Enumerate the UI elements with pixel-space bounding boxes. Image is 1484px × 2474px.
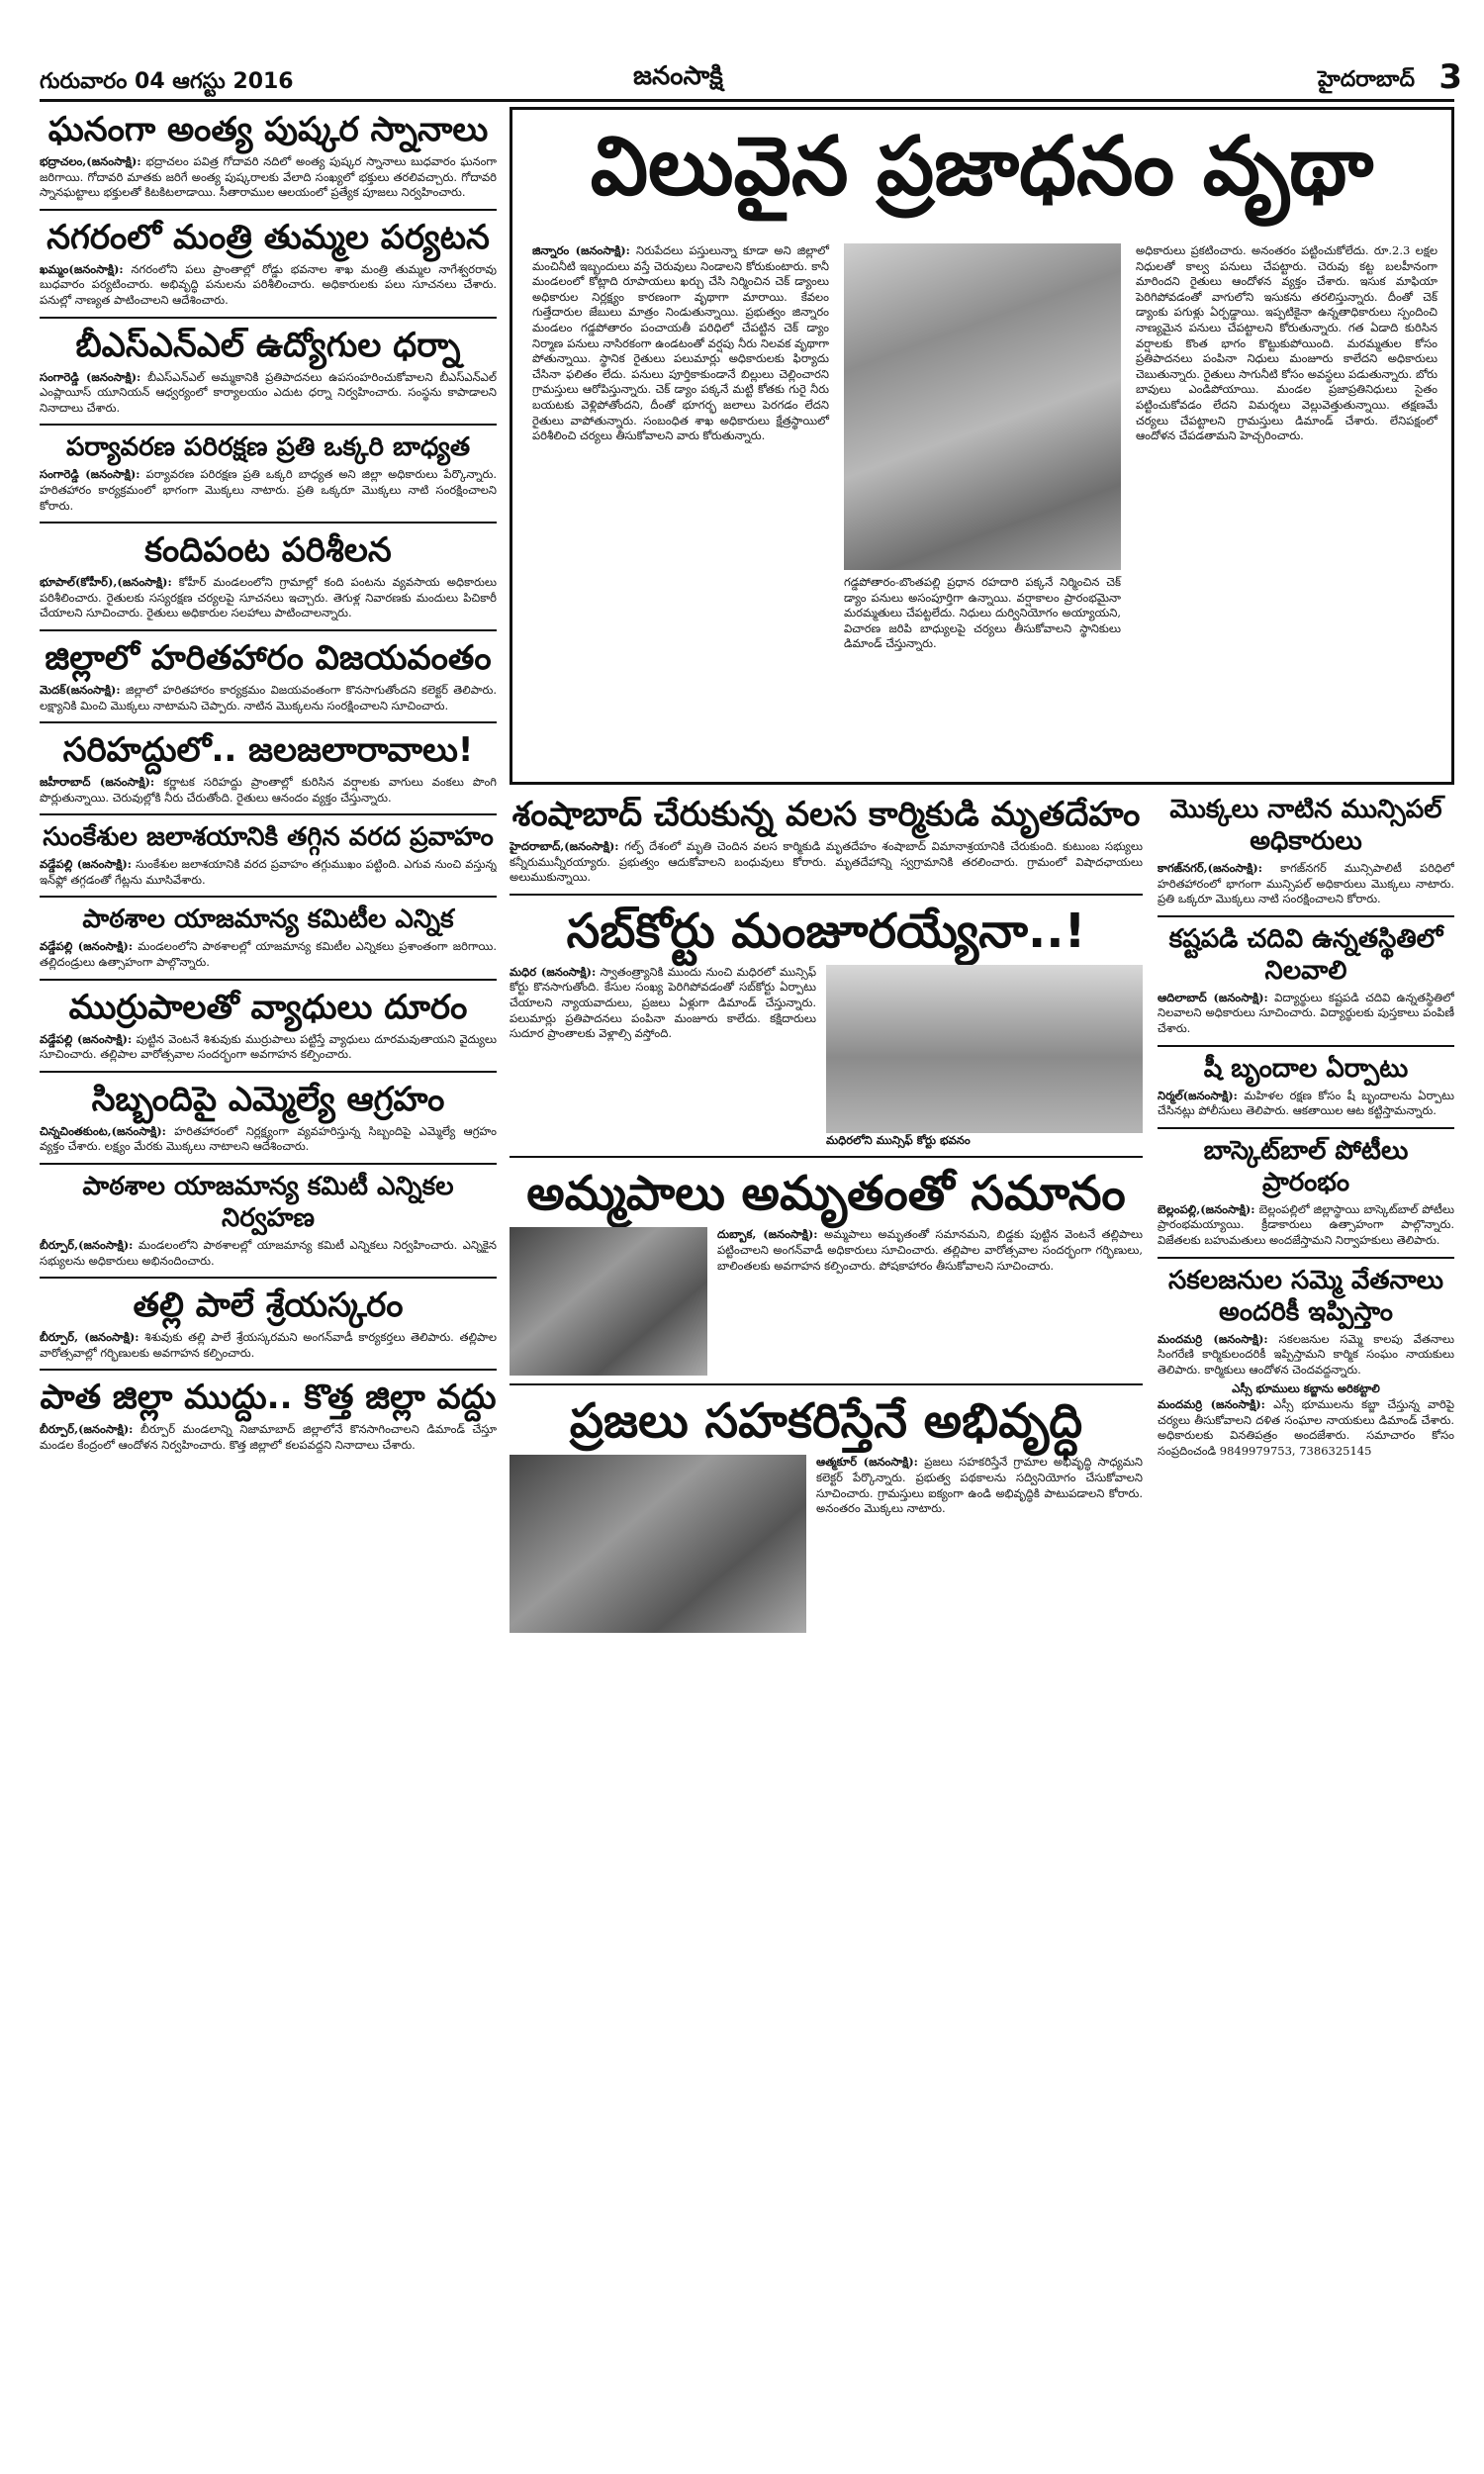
story-photo (510, 1455, 806, 1633)
story-headline: పాత జిల్లా ముద్దు.. కొత్త జిల్లా వద్దు (40, 1378, 497, 1418)
story-body: విద్యార్థులు కష్టపడి చదివి ఉన్నతస్థితిలో నిలవాలని అధికారులు సూచించారు. విద్యార్థులకు పుస్తకాలు పంపిణీ చేశారు. (1158, 990, 1454, 1035)
story-dateline: మెదక్(జనంసాక్షి): (40, 682, 121, 697)
story-dateline: హైదరాబాద్,(జనంసాక్షి): (510, 839, 619, 853)
story-body: బెల్లంపల్లిలో జిల్లాస్థాయి బాస్కెట్‌బాల్ పోటీలు ప్రారంభమయ్యాయి. క్రీడాకారులు ఉత్సాహంగా పాల్గొన్నారు. విజేతలకు బహుమతులు అందజేస్తామని నిర్వాహకులు తెలిపారు. (1158, 1201, 1454, 1247)
story-headline: షీ బృందాల ఏర్పాటు (1203, 1053, 1409, 1084)
story-dateline: వడ్డేపల్లి (జనంసాక్షి): (40, 939, 134, 954)
divider (40, 317, 497, 319)
story-body: కోహీర్ మండలంలోని గ్రామాల్లో కంది పంటను వ్యవసాయ అధికారులు పరిశీలించారు. రైతులకు సస్యరక్షణ చర్యలపై సూచనలు ఇచ్చారు. తెగుళ్ల నివారణకు మందులు పిచికారీ చేయాలని సూచించారు. రైతులు అధికారుల సలహాలు పాటించాలన్నారు. (40, 575, 497, 620)
story-body: కర్ణాటక సరిహద్దు ప్రాంతాల్లో కురిసిన వర్షాలకు వాగులు వంకలు పొంగి పొర్లుతున్నాయి. చెరువుల్లోకి నీరు చేరుతోంది. రైతులు ఆనందం వ్యక్తం చేస్తున్నారు. (40, 775, 497, 805)
story-headline: బాస్కెట్‌బాల్ పోటీలు ప్రారంభం (1203, 1135, 1409, 1197)
story-dateline: దుబ్బాక, (జనంసాక్షి): (717, 1227, 818, 1242)
story-c3-3 (1158, 1053, 1454, 1119)
story-dateline: జిన్నారం (జనంసాక్షి): (532, 243, 630, 257)
page-number: 3 (1438, 57, 1462, 97)
story-headline: సరిహద్దులో.. జలజలారావాలు! (62, 730, 474, 771)
story-12 (40, 1171, 497, 1269)
story-dateline: జహీరాబాద్ (జనంసాక్షి): (40, 775, 155, 790)
story-headline: మొక్కలు నాటిన మున్సిపల్ అధికారులు (1169, 795, 1442, 856)
story-dateline: ఆదిలాబాద్ (జనంసాక్షి): (1158, 990, 1268, 1004)
story-dateline: వడ్డేపల్లి (జనంసాక్షి): (40, 1031, 133, 1046)
story-10 (40, 987, 497, 1063)
story-14 (40, 1377, 497, 1453)
story-body: సకలజనుల సమ్మె కాలపు వేతనాలు సింగరేణి కార్మికులందరికీ ఇప్పిస్తామని కార్మిక సంఘం నాయకులు తెలిపారు. కార్మికులు ఆందోళన చెందవద్దన్నారు. (1158, 1331, 1454, 1377)
story-dateline: ఖమ్మం(జనంసాక్షి): (40, 261, 124, 276)
sub-headline: ఎస్సీ భూములు కబ్జాను అరికట్టాలి (1232, 1381, 1380, 1396)
story-6 (40, 637, 497, 714)
story-c3-5 (1158, 1265, 1454, 1460)
divider (40, 629, 497, 631)
story-mothers-milk (510, 1164, 1143, 1376)
story-c3-2 (1158, 923, 1454, 1037)
story-dateline: ఆత్మకూర్ (జనంసాక్షి): (816, 1455, 918, 1470)
story-body: బీర్పూర్ మండలాన్ని నిజామాబాద్ జిల్లాలోనే కొనసాగించాలని డిమాండ్ చేస్తూ మండల కేంద్రంలో ఆందోళన నిర్వహించారు. కొత్త జిల్లాలో కలపవద్దని నినాదాలు చేశారు. (40, 1422, 497, 1452)
story-dateline: సంగారెడ్డి (జనంసాక్షి): (40, 467, 140, 482)
story-dateline: బీర్పూర్,(జనంసాక్షి): (40, 1422, 134, 1437)
story-development (510, 1391, 1143, 1633)
story-dateline: బెల్లంపల్లి,(జనంసాక్షి): (1158, 1201, 1255, 1216)
story-dateline: వడ్డేపల్లి (జనంసాక్షి): (40, 857, 133, 872)
story-8 (40, 821, 497, 888)
story-headline: సకలజనుల సమ్మె వేతనాలు అందరికీ ఇప్పిస్తాం (1167, 1265, 1444, 1327)
story-body: నగరంలోని పలు ప్రాంతాల్లో రోడ్డు భవనాల శాఖ మంత్రి తుమ్మల నాగేశ్వరరావు బుధవారం పర్యటించారు. అభివృద్ధి పనులను పరిశీలించారు. అధికారులకు పలు సూచనలు చేశారు. పనుల్లో నాణ్యత పాటించాలని ఆదేశించారు. (40, 261, 497, 307)
story-4 (40, 431, 497, 514)
divider (1158, 1257, 1454, 1259)
divider (510, 1156, 1143, 1158)
story-body: జిల్లాలో హరితహారం కార్యక్రమం విజయవంతంగా కొనసాగుతోందని కలెక్టర్ తెలిపారు. లక్ష్యానికి మించి మొక్కలు నాటామని చెప్పారు. నాటిన మొక్కలను సంరక్షించాలని సూచించారు. (40, 682, 497, 713)
story-headline: ఘనంగా అంత్య పుష్కర స్నానాలు (47, 110, 489, 149)
column-right (1158, 792, 1454, 2434)
story-headline: శంషాబాద్ చేరుకున్న వలస కార్మికుడి మృతదేహం (511, 795, 1141, 834)
lead-column-2: గడ్డపోతారం-బొంతపల్లి ప్రధాన రహదారి పక్కనే నిర్మించిన చెక్ డ్యాం పనులు అసంపూర్తిగా ఉన్నాయి. వర్షాకాలం ప్రారంభమైనా మరమ్మతులు చేపట్టలేదు. నిధులు దుర్వినియోగం అయ్యాయని, విచారణ జరిపి బాధ్యులపై చర్యలు తీసుకోవాలని స్థానికులు డిమాండ్ చేస్తున్నారు. (844, 575, 1121, 651)
column-center (510, 792, 1143, 2434)
story-headline: పర్యావరణ పరిరక్షణ ప్రతి ఒక్కరి బాధ్యత (65, 432, 471, 463)
divider (40, 1071, 497, 1073)
story-1 (40, 109, 497, 201)
story-headline: కష్టపడి చదివి ఉన్నతస్థితిలో నిలవాలి (1168, 923, 1443, 986)
story-dateline: సంగారెడ్డి (జనంసాక్షి): (40, 369, 141, 384)
story-headline: జిల్లాలో హరితహారం విజయవంతం (45, 637, 492, 678)
story-body: పుట్టిన వెంటనే శిశువుకు ముర్రుపాలు పట్టిస్తే వ్యాధులు దూరమవుతాయని వైద్యులు సూచించారు. తల్లిపాల వారోత్సవాల సందర్భంగా అవగాహన కల్పించారు. (40, 1031, 497, 1062)
story-body: మండలంలోని పాఠశాలల్లో యాజమాన్య కమిటీ ఎన్నికలు నిర్వహించారు. ఎన్నికైన సభ్యులను అధికారులు అభినందించారు. (40, 1238, 497, 1268)
story-11 (40, 1079, 497, 1155)
lead-column-3: అధికారులు ప్రకటించారు. అనంతరం పట్టించుకోలేదు. రూ.2.3 లక్షల నిధులతో కాల్వ పనులు చేపట్టారు. చెరువు కట్ట బలహీనంగా మారిందని రైతులు ఆందోళన వ్యక్తం చేశారు. ఇసుక మాఫియా పెరిగిపోవడంతో వాగులోని ఇసుకను తరలిస్తున్నారు. దీంతో చెక్ డ్యాంకు పగుళ్లు ఏర్పడ్డాయి. ఇప్పటికైనా ఉన్నతాధికారులు స్పందించి నాణ్యమైన పనులు చేపట్టాలని కోరుతున్నారు. గత ఏడాది కురిసిన వర్షాలకు కొంత భాగం కొట్టుకుపోయింది. మరమ్మతుల కోసం ప్రతిపాదనలు పంపినా నిధులు మంజూరు కాలేదని అధికారులు చెబుతున్నారు. రైతులు సాగునీటి కోసం అవస్థలు పడుతున్నారు. బోరు బావులు ఎండిపోయాయి. మండల ప్రజాప్రతినిధులు సైతం పట్టించుకోవడం లేదని విమర్శలు వెల్లువెత్తుతున్నాయి. తక్షణమే చర్యలు చేపట్టాలని గ్రామస్తులు డిమాండ్ చేశారు. లేనిపక్షంలో ఆందోళన చేపడతామని హెచ్చరించారు. (1136, 243, 1438, 443)
issue-date: గురువారం 04 ఆగస్టు 2016 (40, 69, 294, 94)
column-left (40, 107, 497, 2442)
story-body: మండలంలోని పాఠశాలల్లో యాజమాన్య కమిటీల ఎన్నికలు ప్రశాంతంగా జరిగాయి. తల్లిదండ్రులు ఉత్సాహంగా పాల్గొన్నారు. (40, 939, 497, 970)
story-body: మహిళల రక్షణ కోసం షీ బృందాలను ఏర్పాటు చేసినట్లు పోలీసులు తెలిపారు. ఆకతాయిల ఆట కట్టిస్తామన్నారు. (1158, 1088, 1454, 1118)
story-c3-4 (1158, 1135, 1454, 1249)
divider (40, 896, 497, 898)
story-body: హరితహారంలో నిర్లక్ష్యంగా వ్యవహరిస్తున్న సిబ్బందిపై ఎమ్మెల్యే ఆగ్రహం వ్యక్తం చేశారు. లక్ష్యం మేరకు మొక్కలు నాటాలని ఆదేశించారు. (40, 1123, 497, 1154)
story-body: శిశువుకు తల్లి పాలే శ్రేయస్కరమని అంగన్‌వాడీ కార్యకర్తలు తెలిపారు. తల్లిపాల వారోత్సవాల్లో గర్భిణులకు అవగాహన కల్పించారు. (40, 1330, 497, 1360)
divider (40, 1163, 497, 1165)
story-body: అమ్మపాలు అమృతంతో సమానమని, బిడ్డకు పుట్టిన వెంటనే తల్లిపాలు పట్టించాలని అంగన్‌వాడీ అధికారులు సూచించారు. తల్లిపాల వారోత్సవాల సందర్భంగా గర్భిణులు, బాలింతలకు అవగాహన కల్పించారు. పోషకాహారం తీసుకోవాలని సూచించారు. (717, 1227, 1143, 1273)
lead-headline: విలువైన ప్రజాధనం వృథా (590, 120, 1374, 214)
story-body: సుంకేశుల జలాశయానికి వరద ప్రవాహం తగ్గుముఖం పట్టింది. ఎగువ నుంచి వస్తున్న ఇన్‌ఫ్లో తగ్గడంతో గేట్లను మూసివేశారు. (40, 857, 497, 887)
story-headline: సిబ్బందిపై ఎమ్మెల్యే ఆగ్రహం (91, 1079, 445, 1119)
story-dateline: నిర్మల్(జనంసాక్షి): (1158, 1088, 1238, 1102)
story-3 (40, 325, 497, 417)
story-7 (40, 729, 497, 806)
photo-caption: మధిరలోని మున్సిఫ్ కోర్టు భవనం (826, 1132, 971, 1147)
divider (40, 209, 497, 211)
story-dateline: బీర్పూర్, (జనంసాక్షి): (40, 1330, 139, 1345)
story-photo (510, 1227, 707, 1376)
masthead-logo: జనంసాక్షి (633, 61, 723, 91)
story-headline: అమ్మపాలు అమృతంతో సమానం (526, 1166, 1126, 1222)
story-body: కాగజ్‌నగర్ మున్సిపాలిటీ పరిధిలో హరితహారంలో భాగంగా మున్సిపల్ అధికారులు మొక్కలు నాటారు. ప్రతి ఒక్కరూ మొక్కలు నాటి సంరక్షించాలని కోరారు. (1158, 861, 1454, 906)
story-dateline: మందమర్రి (జనంసాక్షి): (1158, 1331, 1268, 1346)
divider (40, 721, 497, 723)
divider (40, 1369, 497, 1371)
story-migrant (510, 794, 1143, 886)
story-dateline: భూపాల్(కోహీర్),(జనంసాక్షి): (40, 575, 172, 590)
story-dateline: భద్రాచలం,(జనంసాక్షి): (40, 154, 141, 168)
divider (510, 1383, 1143, 1385)
story-headline: పాఠశాల యాజమాన్య కమిటీల ఎన్నిక (82, 904, 454, 935)
story-headline: కందిపంట పరిశీలన (144, 530, 392, 571)
story-body: ప్రజలు సహకరిస్తేనే గ్రామాల అభివృద్ధి సాధ్యమని కలెక్టర్ పేర్కొన్నారు. ప్రభుత్వ పథకాలను సద్వినియోగం చేసుకోవాలని సూచించారు. గ్రామస్తులు ఐక్యంగా ఉండి అభివృద్ధికి పాటుపడాలని కోరారు. అనంతరం మొక్కలు నాటారు. (816, 1455, 1143, 1516)
story-body: భద్రాచలం పవిత్ర గోదావరి నదిలో అంత్య పుష్కర స్నానాలు బుధవారం ఘనంగా జరిగాయి. గోదావరి మాతకు జరిగే అంత్య పుష్కరాలకు వేలాది సంఖ్యలో భక్తులు తరలివచ్చారు. గోదావరి స్నానఘట్టాలు భక్తులతో కిటకిటలాడాయి. సీతారాముల ఆలయంలో ప్రత్యేక పూజలు నిర్వహించారు. (40, 154, 497, 200)
story-headline: ప్రజలు సహకరిస్తేనే అభివృద్ధి (569, 1393, 1083, 1450)
story-subcourt (510, 902, 1143, 1149)
story-2 (40, 217, 497, 309)
lead-column-1 (532, 243, 829, 778)
story-headline: నగరంలో మంత్రి తుమ్మల పర్యటన (46, 217, 490, 257)
divider (40, 424, 497, 426)
story-headline: తల్లి పాలే శ్రేయస్కరం (133, 1285, 404, 1326)
story-body: పర్యావరణ పరిరక్షణ ప్రతి ఒక్కరి బాధ్యత అని జిల్లా అధికారులు పేర్కొన్నారు. హరితహారం కార్యక్రమంలో భాగంగా మొక్కలు నాటారు. ప్రతి ఒక్కరూ మొక్కలు నాటి సంరక్షించాలని కోరారు. (40, 467, 497, 513)
edition-city: హైదరాబాద్ (1318, 67, 1415, 92)
story-body: గల్ఫ్ దేశంలో మృతి చెందిన వలస కార్మికుడి మృతదేహం శంషాబాద్ విమానాశ్రయానికి చేరుకుంది. కుటుంబ సభ్యులు కన్నీరుమున్నీరయ్యారు. ప్రభుత్వం ఆదుకోవాలని బంధువులు కోరారు. మృతదేహాన్ని స్వగ్రామానికి తరలించారు. గ్రామంలో విషాదఛాయలు అలుముకున్నాయి. (510, 839, 1143, 885)
header-rule (40, 99, 1454, 102)
story-dateline: కాగజ్‌నగర్,(జనంసాక్షి): (1158, 861, 1262, 875)
story-dateline: బీర్పూర్,(జనంసాక్షి): (40, 1238, 134, 1253)
story-headline: ముర్రుపాలతో వ్యాధులు దూరం (68, 987, 468, 1027)
story-13 (40, 1285, 497, 1361)
divider (40, 1277, 497, 1279)
story-body: స్వాతంత్ర్యానికి ముందు నుంచి మధిరలో మున్సిఫ్ కోర్టు కొనసాగుతోంది. కేసుల సంఖ్య పెరిగిపోవడంతో సబ్‌కోర్టు ఏర్పాటు చేయాలని న్యాయవాదులు, ప్రజలు ఏళ్లుగా డిమాండ్ చేస్తున్నారు. పలుమార్లు ప్రతిపాదనలు పంపినా మంజూరు కాలేదు. కక్షిదారులు సుదూర ప్రాంతాలకు వెళ్లాల్సి వస్తోంది. (510, 964, 816, 1041)
story-headline: సబ్‌కోర్టు మంజూరయ్యేనా..! (566, 903, 1086, 959)
lead-photo (844, 243, 1121, 570)
story-c3-1 (1158, 794, 1454, 907)
divider (40, 979, 497, 981)
story-5 (40, 529, 497, 621)
story-body: నిరుపేదలు పస్తులున్నా కూడా అని జిల్లాలో మంచినీటి ఇబ్బందులు వస్తే చెరువులు నిండాలని కోరుకుంటారు. కానీ మండలంలో కోట్లాది రూపాయలు ఖర్చు చేసి నిర్మించిన చెక్ డ్యాంలు అధికారుల నిర్లక్ష్యం కారణంగా వృథాగా మారాయి. కేవలం గుత్తేదారుల జేబులు మాత్రం నిండుతున్నాయి. ప్రభుత్వం జిన్నారం మండలం గడ్డపోతారం పంచాయతీ పరిధిలో చేపట్టిన చెక్ డ్యాం నిర్మాణ పనులు నాసిరకంగా ఉండటంతో వర్షపు నీరు నిలవక వృథాగా పోతున్నాయి. స్థానిక రైతులు పలుమార్లు అధికారులకు ఫిర్యాదు చేసినా ఫలితం లేదు. పనులు పూర్తికాకుండానే బిల్లులు చెల్లించారని గ్రామస్తులు ఆరోపిస్తున్నారు. చెక్ డ్యాం పక్కనే మట్టి కోతకు గురై నీరు బయటకు వెళ్లిపోతోందని, దీంతో భూగర్భ జలాలు పెరగడం లేదని రైతులు వాపోతున్నారు. సంబంధిత శాఖ అధికారులు క్షేత్రస్థాయిలో పరిశీలించి చర్యలు తీసుకోవాలని వారు కోరుతున్నారు. (532, 243, 829, 443)
story-headline: సుంకేశుల జలాశయానికి తగ్గిన వరద ప్రవాహం (43, 822, 494, 853)
divider (1158, 915, 1454, 917)
story-dateline: చిన్నచింతకుంట,(జనంసాక్షి): (40, 1123, 166, 1138)
divider (1158, 1127, 1454, 1129)
divider (40, 522, 497, 523)
story-body: బీఎస్ఎన్ఎల్ అమ్మకానికి ప్రతిపాదనలు ఉపసంహరించుకోవాలని బీఎస్ఎన్ఎల్ ఎంప్లాయీస్ యూనియన్ ఆధ్వర్యంలో కార్యాలయం ఎదుట ధర్నా నిర్వహించారు. సంస్థను కాపాడాలని నినాదాలు చేశారు. (40, 369, 497, 415)
court-photo (826, 965, 1143, 1133)
story-dateline: మందమర్రి (జనంసాక్షి): (1158, 1396, 1265, 1411)
divider (510, 894, 1143, 896)
divider (40, 813, 497, 815)
lead-story (510, 107, 1454, 785)
story-body: ఎస్సీ భూములను కబ్జా చేస్తున్న వారిపై చర్యలు తీసుకోవాలని దళిత సంఘాల నాయకులు డిమాండ్ చేశారు. అధికారులకు వినతిపత్రం అందజేశారు. సమాచారం కోసం సంప్రదించండి 9849979753, 7386325145 (1158, 1396, 1454, 1458)
story-dateline: మధిర (జనంసాక్షి): (510, 964, 597, 979)
story-headline: బీఎస్ఎన్ఎల్ ఉద్యోగుల ధర్నా (75, 325, 461, 365)
story-headline: పాఠశాల యాజమాన్య కమిటీ ఎన్నికల నిర్వహణ (82, 1172, 454, 1234)
divider (1158, 1045, 1454, 1047)
story-9 (40, 904, 497, 970)
